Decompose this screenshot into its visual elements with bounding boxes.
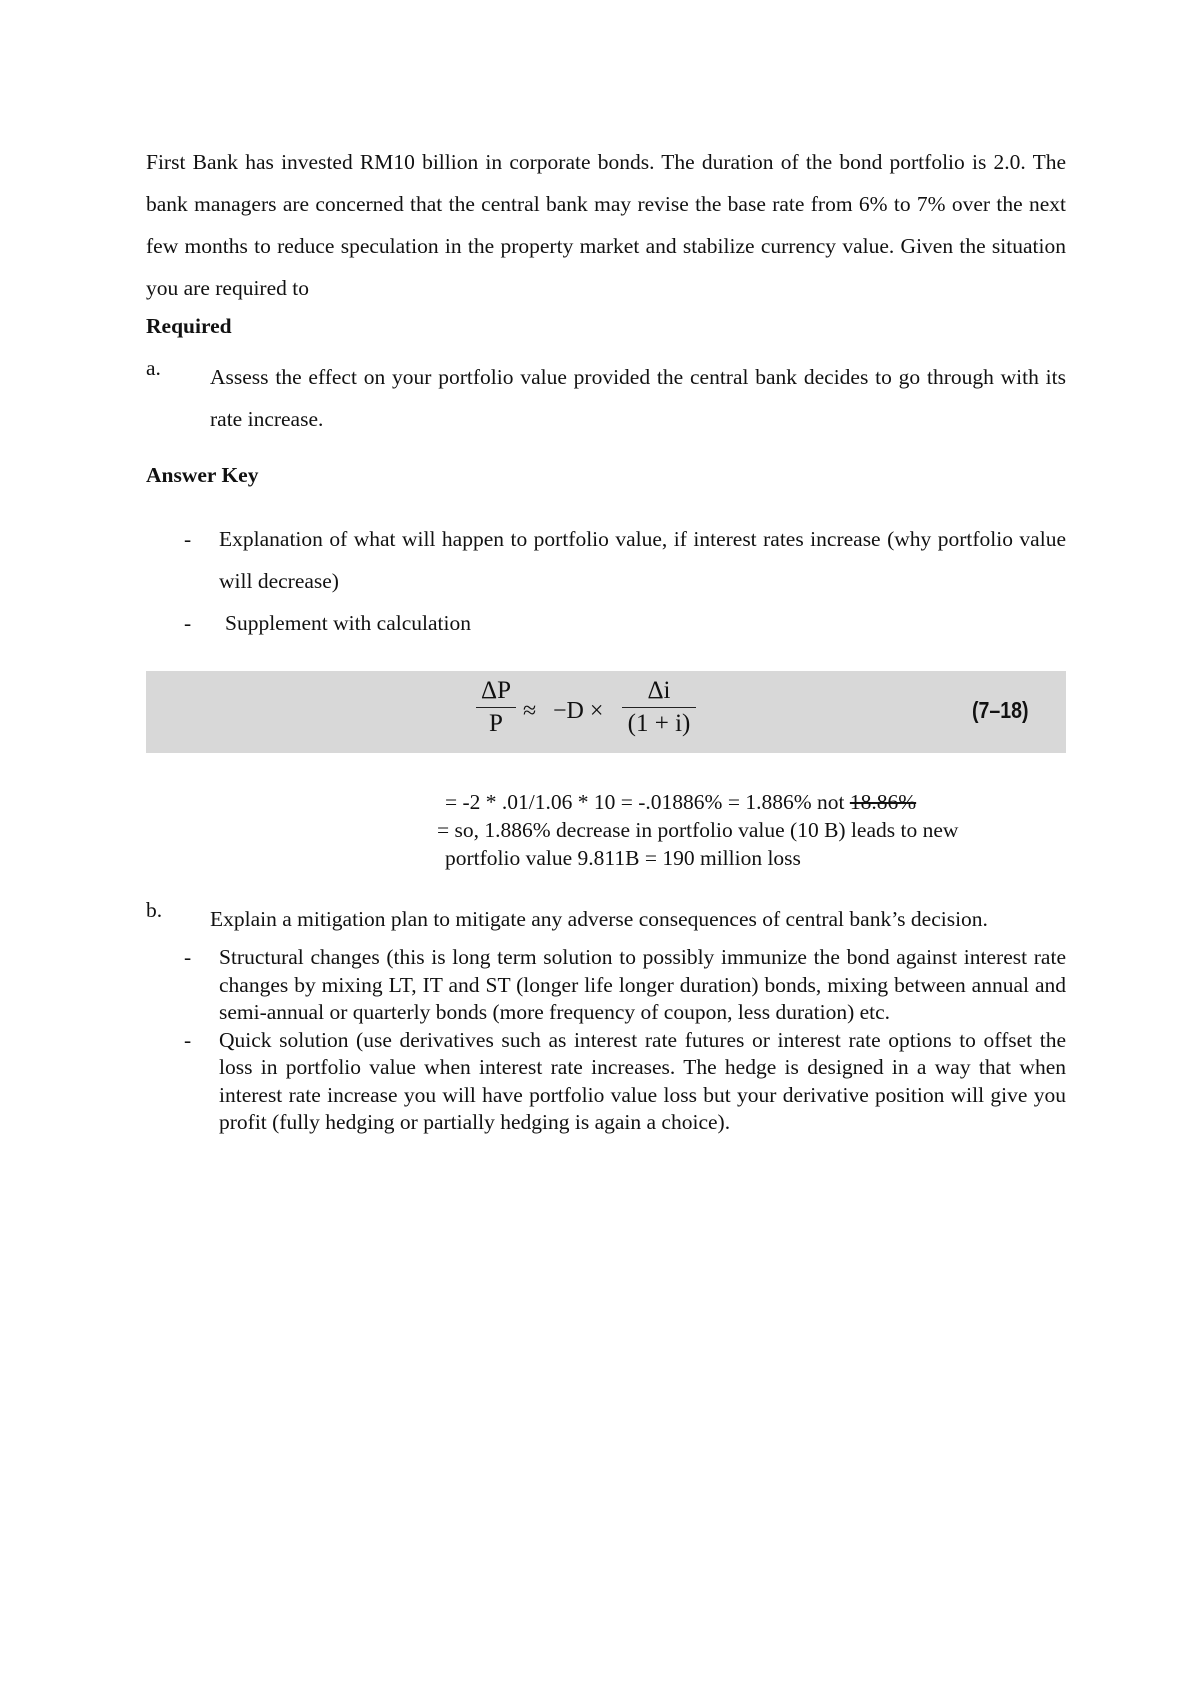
intro-paragraph: First Bank has invested RM10 billion in corporate bonds. The duration of the bond portfolio is 2.0. The bank managers are concerned that the central bank may revise the base rate from 6% to 7% over the next few months to reduce speculation in the property market and stabilize currency value. Given the situation you are required to	[146, 150, 1066, 300]
question-a-text: Assess the effect on your portfolio value provided the central bank decides to go through with its rate increase.	[210, 365, 1066, 431]
answer-key-heading: Answer Key	[146, 463, 259, 487]
formula-rhs-fraction	[622, 677, 696, 738]
formula-lhs-fraction	[476, 677, 516, 738]
formula-rhs-numerator: Δi	[647, 677, 671, 704]
question-a-marker: a.	[146, 356, 161, 380]
dash-bullet: -	[184, 611, 192, 635]
mitigation-point-text: Structural changes (this is long term solution to possibly immunize the bond against interest rate changes by mixing LT, IT and ST (longer life longer duration) bonds, mixing between annual and semi-annual or quarterly bonds (more frequency of coupon, less duration) etc.	[219, 945, 1066, 1024]
struck-value: 18.86%	[849, 790, 917, 814]
question-b	[146, 898, 1066, 940]
formula-lhs-numerator: ΔP	[481, 677, 511, 704]
list-item	[184, 518, 1066, 602]
list-item	[184, 944, 1066, 1027]
formula-minus-d-times: −D ×	[553, 698, 604, 724]
answer-point-text: Explanation of what will happen to portfolio value, if interest rates increase (why portfolio value will decrease)	[219, 527, 1066, 593]
answer-point-text: Supplement with calculation	[225, 611, 472, 635]
equation-number: (7–18)	[971, 697, 1028, 723]
list-item	[184, 1027, 1066, 1137]
calculation-block	[437, 788, 958, 872]
fraction-bar	[622, 707, 696, 708]
approx-symbol: ≈	[523, 698, 537, 724]
mitigation-list	[184, 944, 1066, 1137]
question-b-marker: b.	[146, 898, 163, 922]
calculation-text: = -2 * .01/1.06 * 10 = -.01886% = 1.886% not	[445, 790, 850, 814]
dash-bullet: -	[184, 945, 192, 969]
fraction-bar	[476, 707, 516, 708]
list-item	[184, 602, 1066, 644]
calculation-line-1	[437, 788, 958, 816]
formula-rhs-denominator: (1 + i)	[627, 710, 691, 737]
answer-key-list	[184, 518, 1066, 644]
question-a	[146, 356, 1066, 440]
dash-bullet: -	[184, 527, 192, 551]
required-heading: Required	[146, 314, 232, 338]
dash-bullet: -	[184, 1027, 192, 1052]
duration-formula	[146, 671, 1066, 753]
mitigation-point-text: Quick solution (use derivatives such as interest rate futures or interest rate options to offset the loss in portfolio value when interest rate increases. The hedge is designed in a way that when interest rate increase you will have portfolio value loss but your derivative position will give you profit (fully hedging or partially hedging is again a choice).	[219, 1027, 1066, 1134]
question-b-text: Explain a mitigation plan to mitigate any adverse consequences of central bank’s decision.	[210, 907, 988, 931]
calculation-line-2: = so, 1.886% decrease in portfolio value (10 B) leads to new	[437, 818, 959, 842]
calculation-line-3: portfolio value 9.811B = 190 million loss	[445, 846, 801, 870]
formula-lhs-denominator: P	[489, 710, 503, 737]
